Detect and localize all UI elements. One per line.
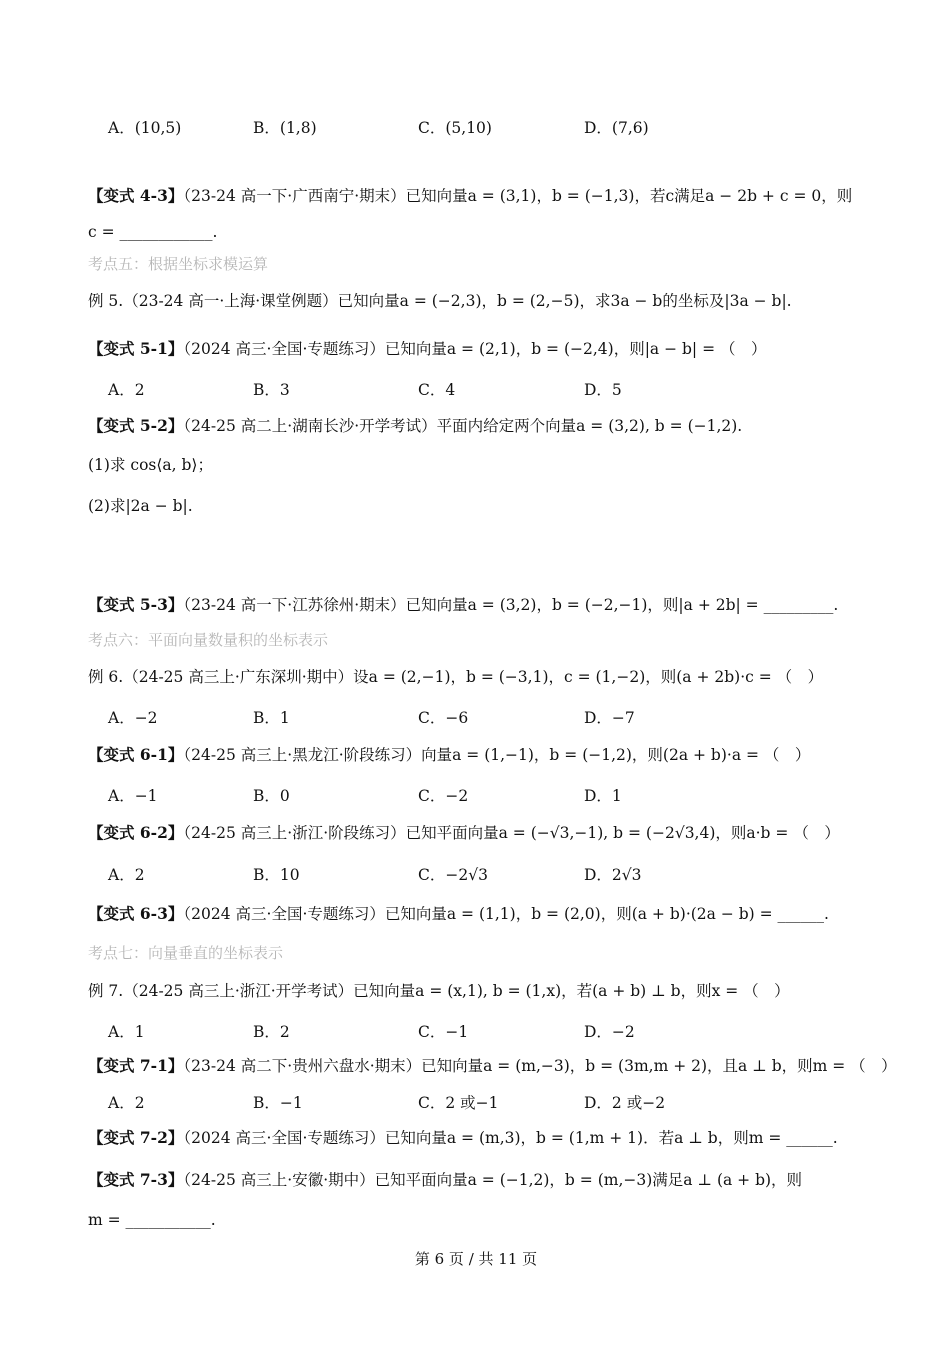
problem-7-2 [88, 1126, 912, 1150]
option-a: A．2 [108, 866, 145, 884]
problem-label: 【变式 4-3】 [88, 186, 184, 205]
option-d: D．−7 [584, 709, 635, 727]
option-a: A．(10,5) [108, 119, 182, 137]
option-b: B．−1 [253, 1094, 303, 1112]
problem-5-2 [88, 414, 912, 438]
problem-label: 【变式 7-1】 [88, 1056, 184, 1075]
page-footer: 第 6 页 / 共 11 页 [414, 1250, 538, 1268]
problem-label: 【变式 6-2】 [88, 823, 184, 842]
example-5: 例 5.（23-24 高一·上海·课堂例题）已知向量a = (−2,3)，b = (2,−5)，求3a − b的坐标及|3a − b|. [88, 292, 792, 310]
option-a: A．2 [108, 381, 145, 399]
option-b: B．(1,8) [253, 119, 317, 137]
problem-text: （2024 高三·全国·专题练习）已知向量a = (2,1)，b = (−2,4)，则|a − b| = （ ） [183, 340, 767, 358]
option-b: B．3 [253, 381, 290, 399]
option-d: D．(7,6) [584, 119, 649, 137]
problem-label: 【变式 7-3】 [88, 1170, 184, 1189]
example-7: 例 7.（24-25 高三上·浙江·开学考试）已知向量a = (x,1), b = (1,x)，若(a + b) ⊥ b，则x = （ ） [88, 982, 790, 1000]
answer-blank-text: c = ____________. [88, 223, 218, 241]
problem-label: 【变式 5-1】 [88, 339, 184, 358]
problem-5-1 [88, 337, 912, 361]
option-d: D．1 [584, 787, 622, 805]
problem-5-3 [88, 593, 912, 617]
option-c: C．−2 [418, 787, 469, 805]
sub-question-1: (1)求 cos⟨a, b⟩； [88, 456, 213, 474]
problem-6-3 [88, 902, 912, 926]
option-d: D．2√3 [584, 866, 642, 884]
option-b: B．10 [253, 866, 300, 884]
option-c: C．2 或−1 [418, 1094, 499, 1112]
answer-blank-text: m = ___________. [88, 1211, 216, 1229]
section-heading-5: 考点五：根据坐标求模运算 [88, 255, 269, 273]
section-heading-6: 考点六：平面向量数量积的坐标表示 [88, 631, 329, 649]
problem-text: （24-25 高三上·浙江·阶段练习）已知平面向量a = (−√3,−1), b = (−2√3,4)，则a·b = （ ） [183, 824, 840, 842]
problem-text: （23-24 高一下·江苏徐州·期末）已知向量a = (3,2)，b = (−2,−1)，则|a + 2b| = _________. [183, 596, 839, 614]
problem-4-3-answer-line [88, 220, 912, 244]
option-a: A．1 [108, 1023, 145, 1041]
option-d: D．2 或−2 [584, 1094, 666, 1112]
section-heading-7: 考点七：向量垂直的坐标表示 [88, 944, 284, 962]
sub-question-2: (2)求|2a − b|. [88, 497, 193, 515]
option-a: A．2 [108, 1094, 145, 1112]
problem-4-3 [88, 184, 912, 208]
option-b: B．0 [253, 787, 290, 805]
problem-label: 【变式 6-1】 [88, 745, 184, 764]
problem-7-3-answer-line [88, 1208, 912, 1232]
problem-label: 【变式 5-3】 [88, 595, 184, 614]
option-c: C．−6 [418, 709, 469, 727]
option-c: C．(5,10) [418, 119, 492, 137]
problem-6-1 [88, 743, 912, 767]
example-6: 例 6.（24-25 高三上·广东深圳·期中）设a = (2,−1)，b = (−3,1)，c = (1,−2)，则(a + 2b)·c = （ ） [88, 668, 824, 686]
problem-label: 【变式 6-3】 [88, 904, 184, 923]
problem-label: 【变式 7-2】 [88, 1128, 184, 1147]
option-c: C．−1 [418, 1023, 469, 1041]
option-c: C．4 [418, 381, 456, 399]
problem-text: （2024 高三·全国·专题练习）已知向量a = (1,1)，b = (2,0)，则(a + b)·(2a − b) = ______. [183, 905, 829, 923]
problem-6-2 [88, 821, 912, 845]
problem-text: （23-24 高一下·广西南宁·期末）已知向量a = (3,1)，b = (−1,3)，若c满足a − 2b + c = 0，则 [183, 187, 853, 205]
problem-text: （2024 高三·全国·专题练习）已知向量a = (m,3)，b = (1,m + 1)．若a ⊥ b，则m = ______. [183, 1129, 838, 1147]
problem-label: 【变式 5-2】 [88, 416, 184, 435]
option-a: A．−2 [108, 709, 158, 727]
problem-text: （23-24 高二下·贵州六盘水·期末）已知向量a = (m,−3)，b = (3m,m + 2)，且a ⊥ b，则m = （ ） [183, 1057, 897, 1075]
problem-7-3 [88, 1168, 912, 1192]
problem-text: （24-25 高二上·湖南长沙·开学考试）平面内给定两个向量a = (3,2), b = (−1,2). [183, 417, 743, 435]
option-a: A．−1 [108, 787, 158, 805]
problem-text: （24-25 高三上·安徽·期中）已知平面向量a = (−1,2)，b = (m,−3)满足a ⊥ (a + b)，则 [183, 1171, 803, 1189]
option-d: D．5 [584, 381, 622, 399]
problem-text: （24-25 高三上·黑龙江·阶段练习）向量a = (1,−1)，b = (−1,2)，则(2a + b)·a = （ ） [183, 746, 811, 764]
option-c: C．−2√3 [418, 866, 488, 884]
option-d: D．−2 [584, 1023, 635, 1041]
option-b: B．2 [253, 1023, 290, 1041]
option-b: B．1 [253, 709, 290, 727]
problem-7-1 [88, 1054, 912, 1078]
